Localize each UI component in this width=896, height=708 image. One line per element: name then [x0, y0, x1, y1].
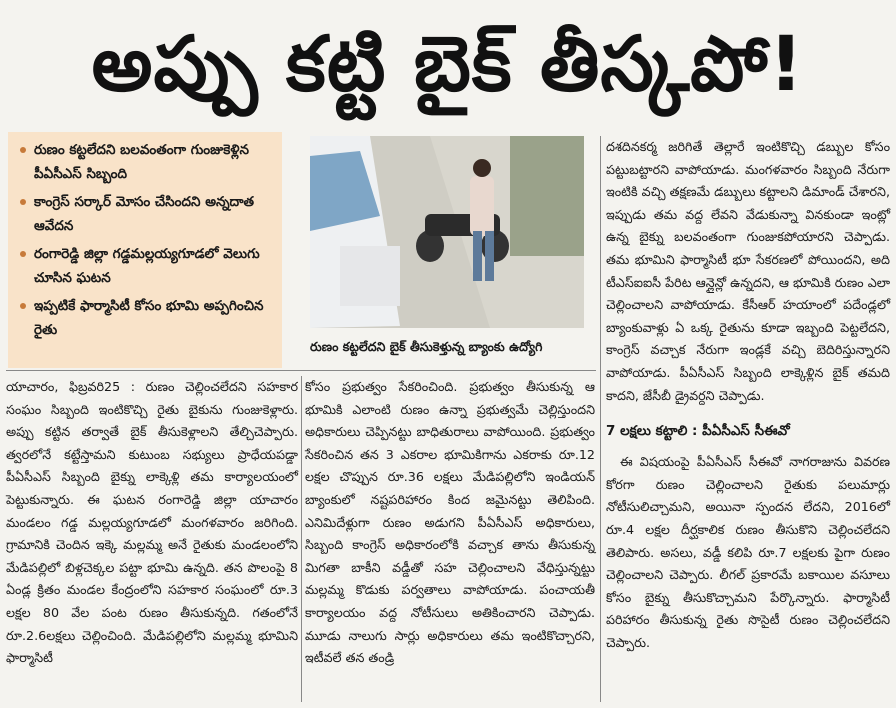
divider: [301, 376, 302, 702]
article-paragraph: ఈ విషయంపై పీఏసీఎస్ సీఈవో నాగరాజును వివరణ కోరగా రుణం చెల్లించాలని రైతుకు పలుమార్లు నోటీసులిచ్చామని, అయినా స్పందన లేదని, 2016లో రూ.4 లక్షల దీర్ఘకాలిక రుణం తీసుకొని చెల్లించలేదని తెలిపారు. అసలు, వడ్డీ కలిపి రూ.7 లక్షలకు పైగా రుణం చెల్లించాలని చెప్పారు. లీగల్ ప్రకారమే బకాయిల వసూలు కోసం బైక్ను తీసుకొచ్చామని పేర్కొన్నారు. ఫార్మాసిటీ పరిహారం తీసుకున్న రైతు సొసైటీ రుణం చెల్లించలేదని చెప్పారు.: [606, 454, 890, 650]
article-paragraph: యాచారం, ఫిబ్రవరి25 : రుణం చెల్లించలేదని సహకార సంఘం సిబ్బంది ఇంటికొచ్చి రైతు బైకును గుంజుకెళ్లారు. అప్పు కట్టిన తర్వాతే బైక్ తీసుకెళ్లాలని తేల్చిచెప్పారు. త్వరలోనే కట్టేస్తామని కుటుంబ సభ్యులు ప్రాధేయపడ్డా పీఏసీఎస్ సిబ్బంది బైక్ను లాక్కెళ్లి తమ కార్యాలయంలో పెట్టుకున్నారు. ఈ ఘటన రంగారెడ్డి జిల్లా యాచారం మండలం గడ్డ మల్లయ్యగూడలో మంగళవారం జరిగింది. గ్రామానికి చెందిన ఇక్కె మల్లమ్మ అనే రైతుకు మండలంలోని మేడిపల్లిలో బిళ్లచెక్కల పట్టా భూమి ఉన్నది. తన పొలంపై 8 ఏండ్ల క్రితం మండల కేంద్రంలోని సహకార సంఘంలో రూ.3 లక్షల 80 వేల పంట రుణం తీసుకున్నది. గతంలోనే రూ.2.6లక్షలు చెల్లించింది. మేడిపల్లిలోని మల్లమ్మ భూమిని ఫార్మాసిటీ: [6, 379, 298, 666]
highlight-item: కాంగ్రెస్ సర్కార్ మోసం చేసిందని అన్నదాత ఆవేదన: [18, 190, 276, 238]
bullet-icon: [20, 303, 26, 309]
bullet-icon: [20, 147, 26, 153]
highlights-box: [8, 132, 282, 368]
highlight-item: రంగారెడ్డి జిల్లా గడ్డమల్లయ్యగూడలో వెలుగు చూసిన ఘటన: [18, 242, 276, 290]
subheading: 7 లక్షలు కట్టాలి : పీఏసీఎస్ సీఈవో: [606, 423, 790, 440]
article-column-3: [606, 136, 890, 654]
divider: [6, 370, 596, 371]
article-column-2: [305, 376, 595, 670]
bullet-icon: [20, 199, 26, 205]
article-paragraph: కోసం ప్రభుత్వం సేకరించింది. ప్రభుత్వం తీసుకున్న ఆ భూమికి ఎలాంటి రుణం ఉన్నా ప్రభుత్వమే చెల్లిస్తుందని అధికారులు చెప్పినట్టు బాధితురాలు వాపోయింది. ప్రభుత్వం సేకరించిన తన 3 ఎకరాల భూమికిగాను ఎకరాకు రూ.12 లక్షల చొప్పున రూ.36 లక్షలు మేడిపల్లిలోని ఇండియన్ బ్యాంకులో నష్టపరిహారం కింద జమైనట్టు తెలిపింది. ఎనిమిదేళ్లుగా రుణం అడుగని పీఏసీఎస్ అధికారులు, సిబ్బంది కాంగ్రెస్ అధికారంలోకి వచ్చాక తాను తీసుకున్న మిగతా బాకీని వడ్డీతో సహ చెల్లించాలని వేధిస్తున్నట్టు మల్లమ్మ కొడుకు పర్వతాలు వాపోయాడు. పంచాయతీ కార్యాలయం వద్ద నోటీసులు అతికించారని చెప్పాడు. మూడు నాలుగు సార్లు అధికారులు తమ ఇంటికొచ్చారని, ఇటీవలే తన తండ్రి: [305, 379, 595, 666]
highlight-item: రుణం కట్టలేదని బలవంతంగా గుంజుకెళ్లిన పీఏసీఎస్ సిబ్బంది: [18, 138, 276, 186]
headline: అప్పు కట్టి బైక్ తీస్కపో!: [91, 19, 805, 108]
article-paragraph: దశదినకర్మ జరిగితే తెల్లారే ఇంటికొచ్చి డబ్బుల కోసం పట్టుబట్టారని వాపోయాడు. మంగళవారం సిబ్బంది నేరుగా ఇంటికి వచ్చి తక్షణమే డబ్బులు కట్టాలని డిమాండ్ చేశారని, ఇప్పుడు తమ వద్ద లేవని వేడుకున్నా వినకుండా ఇంట్లో ఉన్న బైక్ను బలవంతంగా గుంజుకపోయారని చెప్పాడు. తమ భూమిని ఫార్మాసిటీ భూ సేకరణలో పోయిందని, అది టీఎస్ఐఐసీ పేరిట ఆన్లైన్లో ఉన్నదని, ఆ భూమికి రుణం ఎలా చెల్లించాలని వాపోయాడు. కేసీఆర్ హయాంలో పదేండ్లలో బ్యాంకువాళ్లు ఏ ఒక్క రైతును కూడా ఇబ్బంది పెట్టలేదని, కాంగ్రెస్ వచ్చాక నేరుగా ఇండ్లకే వచ్చి బెదిరిస్తున్నారని వాపోయాడు. పీఏసీఎస్ సిబ్బంది లాక్కెళ్లిన బైక్ తమది కాదని, జేసీబీ డ్రైవర్దని చెప్పాడు.: [606, 139, 890, 403]
divider: [600, 136, 601, 702]
bullet-icon: [20, 251, 26, 257]
news-photo: [310, 136, 584, 328]
highlight-item: ఇప్పటికే ఫార్మాసిటీ కోసం భూమి అప్పగించిన రైతు: [18, 294, 276, 342]
article-column-1: [6, 376, 298, 670]
photo-caption: రుణం కట్టలేదని బైక్ తీసుకెళ్తున్న బ్యాంకు ఉద్యోగి: [310, 339, 543, 354]
